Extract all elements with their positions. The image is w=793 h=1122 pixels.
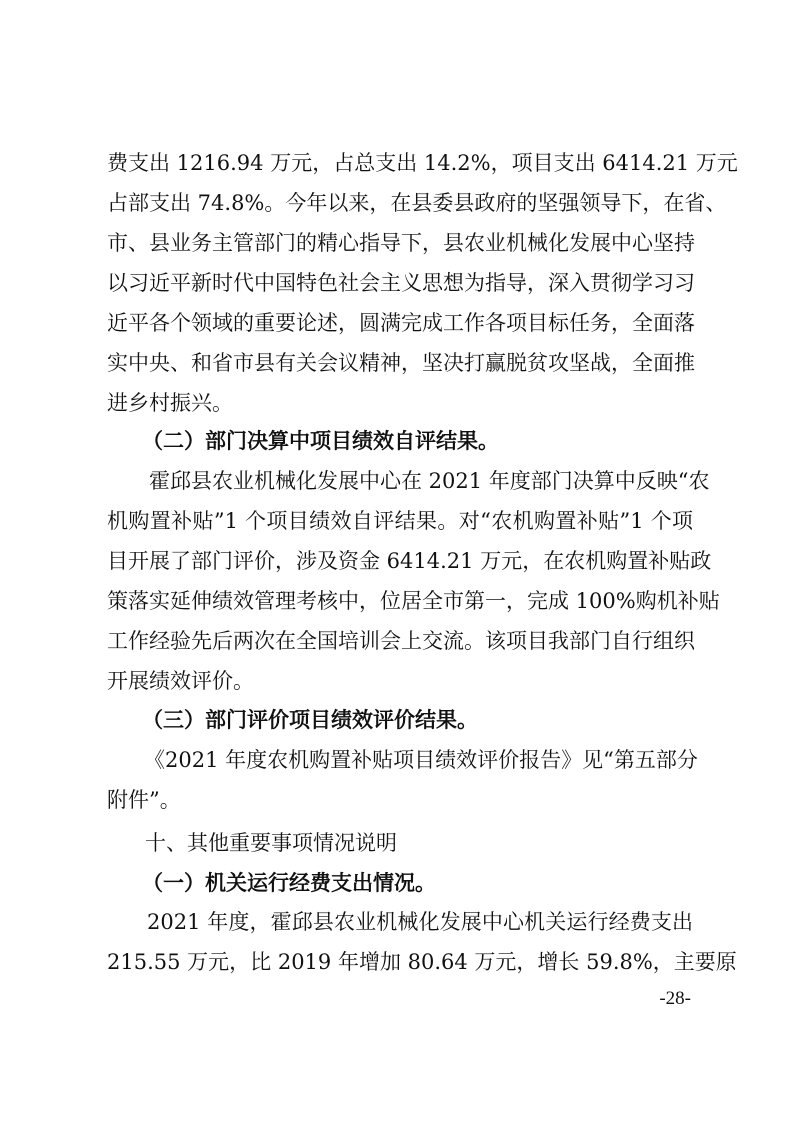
body-line: 以习近平新时代中国特色社会主义思想为指导，深入贯彻学习习: [107, 271, 695, 295]
body-line: 近平各个领域的重要论述，圆满完成工作各项目标任务，全面落: [107, 311, 695, 335]
body-line: 霍邱县农业机械化发展中心在 2021 年度部门决算中反映“农: [149, 469, 710, 493]
section-heading: （二）部门决算中项目绩效自评结果。: [142, 429, 499, 453]
page-number: -28-: [659, 988, 691, 1009]
section-heading: （一）机关运行经费支出情况。: [142, 871, 436, 895]
body-line: 附件”。: [107, 788, 181, 812]
body-line: 机购置补贴”1 个项目绩效自评结果。对“农机购置补贴”1 个项: [107, 509, 693, 533]
chapter-heading: 十、其他重要事项情况说明: [145, 831, 397, 855]
body-line: 策落实延伸绩效管理考核中，位居全市第一，完成 100%购机补贴: [107, 589, 720, 613]
body-line: 实中央、和省市县有关会议精神，坚决打赢脱贫攻坚战，全面推: [107, 351, 695, 375]
body-line: 2021 年度，霍邱县农业机械化发展中心机关运行经费支出: [147, 910, 693, 934]
body-line: 占部支出 74.8%。今年以来，在县委县政府的坚强领导下，在省、: [107, 191, 727, 215]
body-line: 目开展了部门评价，涉及资金 6414.21 万元，在农机购置补贴政: [107, 549, 712, 573]
section-heading: （三）部门评价项目绩效评价结果。: [142, 708, 478, 732]
body-line: 215.55 万元，比 2019 年增加 80.64 万元，增长 59.8%，主要原: [107, 950, 737, 974]
body-line: 市、县业务主管部门的精心指导下，县农业机械化发展中心坚持: [107, 231, 695, 255]
body-line: 开展绩效评价。: [107, 669, 254, 693]
body-line: 费支出 1216.94 万元，占总支出 14.2%，项目支出 6414.21 万元: [107, 151, 738, 175]
body-line: 进乡村振兴。: [107, 391, 233, 415]
body-line: 工作经验先后两次在全国培训会上交流。该项目我部门自行组织: [107, 629, 695, 653]
body-line: 《2021 年度农机购置补贴项目绩效评价报告》见“第五部分: [144, 748, 698, 772]
